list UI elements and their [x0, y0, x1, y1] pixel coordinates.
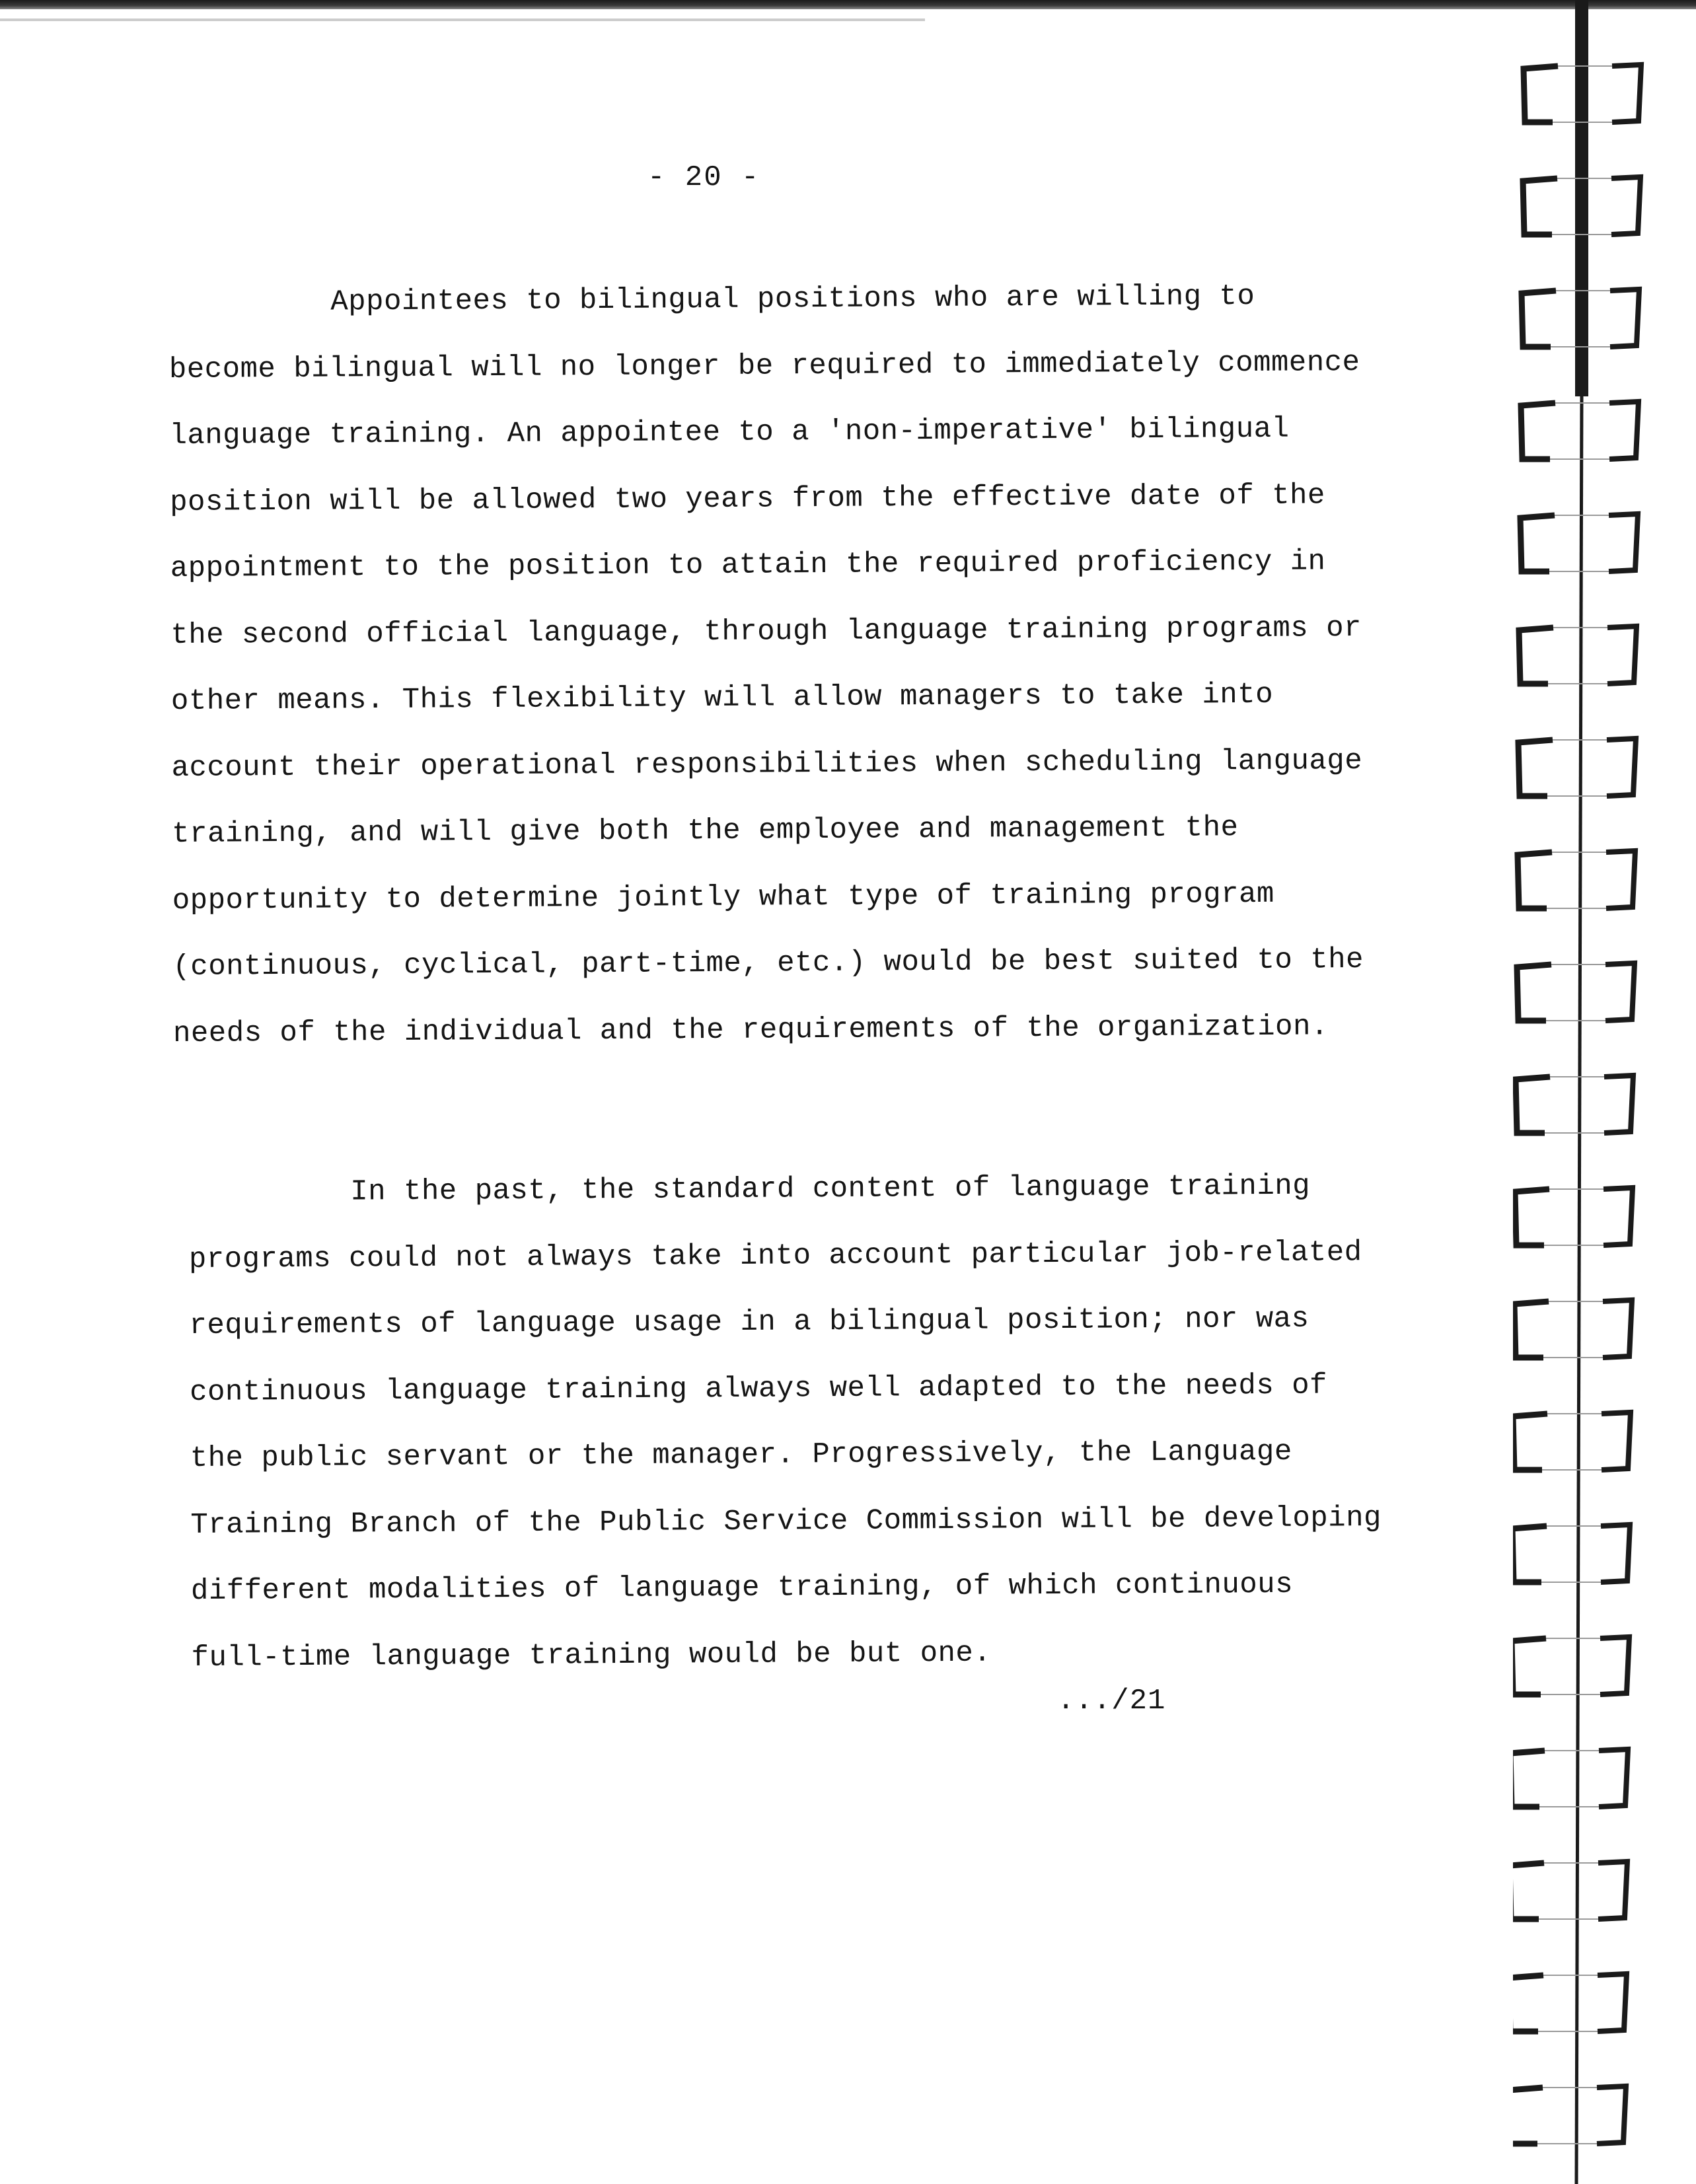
- text-line: continuous language training always well adapted to the needs of: [189, 1368, 1328, 1409]
- ring-right-bracket: [1612, 65, 1641, 122]
- ring-right-bracket: [1605, 963, 1635, 1021]
- binding-ring: [1517, 963, 1635, 1021]
- ring-left-bracket: [1513, 1526, 1547, 1582]
- ring-left-bracket: [1513, 1414, 1547, 1470]
- spiral-binding: [1513, 0, 1672, 2184]
- ring-right-bracket: [1609, 402, 1639, 459]
- binding-ring: [1513, 1749, 1628, 1807]
- ring-left-bracket: [1513, 1751, 1545, 1807]
- ring-left-bracket: [1518, 852, 1552, 908]
- ring-right-bracket: [1604, 1188, 1633, 1245]
- text-line: needs of the individual and the requirements of the organization.: [172, 1009, 1329, 1050]
- ring-left-bracket: [1513, 2088, 1543, 2144]
- ring-left-bracket: [1513, 1975, 1543, 2031]
- ring-left-bracket: [1513, 1863, 1544, 1919]
- scan-shadow-line: [0, 18, 925, 21]
- ring-left-bracket: [1517, 965, 1551, 1021]
- text-line: language training. An appointee to a 'non-imperative' bilingual: [169, 412, 1290, 453]
- ring-left-bracket: [1521, 403, 1555, 459]
- binding-rings-graphic: [1513, 0, 1672, 2184]
- continuation-marker: .../21: [1057, 1685, 1166, 1718]
- binding-ring: [1513, 1637, 1629, 1694]
- text-line: Training Branch of the Public Service Commission will be developing: [190, 1501, 1382, 1542]
- ring-left-bracket: [1514, 1301, 1549, 1358]
- text-line: position will be allowed two years from the effective date of the: [169, 478, 1326, 519]
- scan-top-edge: [0, 0, 1696, 9]
- ring-left-bracket: [1518, 740, 1553, 796]
- text-line: programs could not always take into account particular job-related: [188, 1235, 1362, 1276]
- binding-ring: [1513, 1862, 1627, 1919]
- binding-ring: [1519, 626, 1637, 684]
- ring-right-bracket: [1598, 1974, 1627, 2031]
- ring-right-bracket: [1607, 626, 1637, 684]
- binding-ring: [1513, 1412, 1631, 1470]
- text-line: other means. This flexibility will allow managers to take into: [170, 678, 1274, 718]
- binding-spine-top: [1575, 0, 1588, 396]
- ring-left-bracket: [1522, 291, 1556, 347]
- text-line: appointment to the position to attain the required proficiency in: [170, 545, 1326, 585]
- ring-right-bracket: [1607, 739, 1636, 796]
- ring-left-bracket: [1513, 1638, 1546, 1694]
- ring-right-bracket: [1598, 1862, 1627, 1919]
- binding-ring: [1521, 402, 1639, 459]
- text-line: different modalities of language training, of which continuous: [190, 1568, 1294, 1608]
- ring-right-bracket: [1611, 177, 1641, 235]
- ring-right-bracket: [1606, 851, 1635, 908]
- text-line: account their operational responsibilities when scheduling language: [171, 744, 1363, 785]
- binding-ring: [1513, 1974, 1627, 2031]
- ring-left-bracket: [1520, 515, 1555, 571]
- page-number: - 20 -: [647, 161, 760, 194]
- ring-right-bracket: [1603, 1300, 1632, 1358]
- ring-right-bracket: [1604, 1075, 1633, 1133]
- binding-ring: [1516, 1075, 1633, 1133]
- paragraph-1: [168, 263, 1364, 1067]
- text-line: In the past, the standard content of language training: [350, 1169, 1311, 1209]
- ring-right-bracket: [1602, 1412, 1631, 1470]
- text-line: Appointees to bilingual positions who are willing to: [330, 279, 1255, 319]
- ring-left-bracket: [1523, 178, 1557, 235]
- ring-left-bracket: [1524, 66, 1558, 122]
- binding-ring: [1518, 851, 1635, 908]
- text-line: (continuous, cyclical, part-time, etc.) would be best suited to the: [172, 943, 1364, 984]
- ring-right-bracket: [1597, 2086, 1626, 2144]
- text-line: opportunity to determine jointly what type of training program: [172, 877, 1275, 918]
- ring-left-bracket: [1516, 1077, 1550, 1133]
- binding-ring: [1513, 2086, 1626, 2144]
- binding-ring: [1515, 1188, 1633, 1245]
- text-line: requirements of language usage in a bilingual position; nor was: [189, 1302, 1309, 1342]
- ring-right-bracket: [1601, 1525, 1630, 1582]
- binding-ring: [1518, 739, 1636, 796]
- text-line: the public servant or the manager. Progressively, the Language: [190, 1435, 1292, 1475]
- text-line: full-time language training would be but one.: [191, 1636, 992, 1675]
- ring-right-bracket: [1600, 1637, 1629, 1694]
- binding-ring: [1513, 1525, 1630, 1582]
- binding-ring: [1514, 1300, 1632, 1358]
- binding-spine: [1576, 396, 1582, 2184]
- binding-ring: [1520, 514, 1638, 571]
- ring-right-bracket: [1599, 1749, 1628, 1807]
- ring-left-bracket: [1515, 1189, 1549, 1245]
- ring-left-bracket: [1519, 628, 1553, 684]
- text-line: become bilingual will no longer be required to immediately commence: [168, 346, 1360, 386]
- text-line: training, and will give both the employee and management the: [172, 811, 1239, 851]
- text-line: the second official language, through language training programs or: [170, 611, 1362, 652]
- paragraph-2: [188, 1153, 1382, 1691]
- ring-right-bracket: [1610, 289, 1639, 347]
- ring-right-bracket: [1609, 514, 1638, 571]
